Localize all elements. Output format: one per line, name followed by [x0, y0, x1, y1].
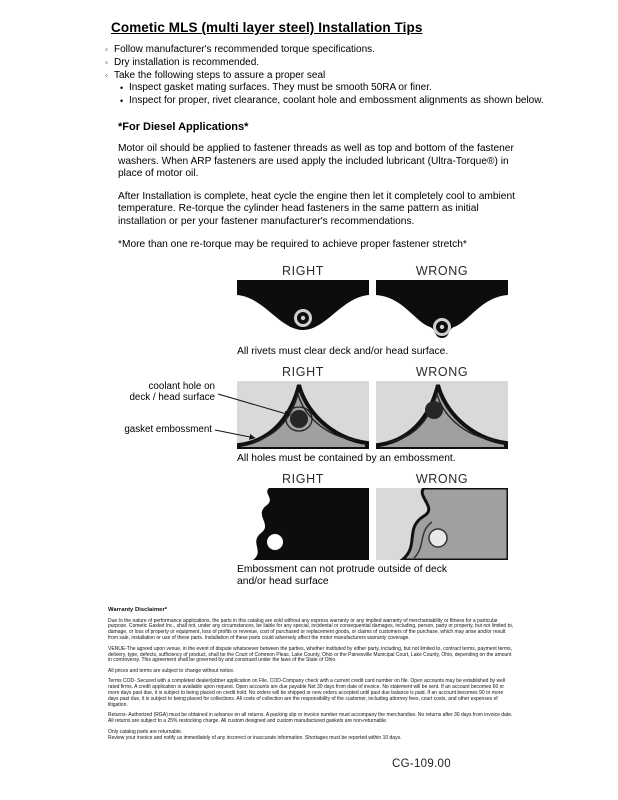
diagram-caption: Embossment can not protrude outside of deck and/or head surface	[237, 564, 448, 588]
legal-paragraph: Review your invoice and notify us immediately of any incorrect or inaccurate information. Shortages must be reported within 10 days.	[108, 734, 402, 741]
list-item-text: Take the following steps to assure a proper seal	[114, 69, 326, 81]
warranty-disclaimer-section	[108, 608, 515, 741]
list-item-text: Inspect for proper, rivet clearance, coolant hole and embossment alignments as shown below.	[129, 95, 544, 107]
embossment-right-diagram	[237, 381, 369, 449]
diesel-heading: *For Diesel Applications*	[118, 120, 249, 133]
wrong-label: WRONG	[415, 365, 469, 380]
open-bullet-icon: ◦	[105, 70, 108, 80]
protrusion-wrong-diagram	[376, 488, 508, 560]
coolant-hole-callout: coolant hole on deck / head surface	[129, 381, 215, 403]
protrusion-right-diagram	[237, 488, 369, 560]
list-item	[105, 57, 596, 70]
wrong-label: WRONG	[415, 472, 469, 487]
diagram-caption: All rivets must clear deck and/or head surface.	[237, 346, 449, 358]
right-label: RIGHT	[282, 472, 324, 487]
filled-bullet-icon: •	[120, 96, 124, 107]
retorque-note: *More than one re-torque may be required to achieve proper fastener stretch*	[118, 238, 467, 250]
tips-list	[105, 44, 596, 108]
rivet-right-diagram	[237, 280, 369, 342]
page-number: CG-109.00	[392, 758, 451, 770]
diagram-row-rivets	[237, 264, 509, 358]
diagram-labels	[237, 365, 509, 379]
diagram-panels	[237, 280, 509, 342]
diagram-row-protrusion	[237, 472, 509, 588]
legal-paragraph: Terms COD- Secured with a completed dealer/jobber application on File, COD-Company check with a current credit card number on file. Open accounts may be established by well rated firms. A credit application is available upon request. Open accounts are due payable Net 30 days from date of invoice. No statement will be sent. If an account becomes 60 or more days past due, it is subject to being placed on credit hold. No orders will be shipped or new orders accepted until past due balance is paid. If an account becomes 90 or more days past due, it is subject to being placed for collections. All costs of collection are the responsibility of the customer, including attorney fees, court costs, and other expenses of litigation.	[108, 678, 506, 708]
bolt-hole-icon	[267, 534, 283, 550]
list-subitem	[120, 82, 596, 95]
list-item-text: Dry installation is recommended.	[114, 56, 260, 68]
right-label: RIGHT	[282, 365, 324, 380]
rivet-wrong-diagram	[376, 280, 508, 342]
page-title: Cometic MLS (multi layer steel) Installation Tips	[111, 20, 423, 35]
diagram-caption: All holes must be contained by an embossment.	[237, 453, 456, 465]
wrong-label: WRONG	[415, 264, 469, 279]
embossment-wrong-diagram	[376, 381, 508, 449]
diesel-applications-section	[118, 121, 596, 251]
legal-paragraph: Returns- Authorized (RGA) must be obtained in advance on all returns. A packing slip or invoice number must accompany the merchandise. No returns after 30 days from invoice date. All returns are subject to a 25% restocking charge. All custom designed and custom manufactured gaskets are non-returnable.	[108, 712, 513, 725]
diesel-paragraph: Motor oil should be applied to fastener threads as well as top and bottom of the fastener washers. When ARP fasteners are used apply the included lubricant (Ultra-Torque®) in place of motor oil.	[118, 142, 514, 180]
coolant-hole-icon	[425, 401, 443, 419]
legal-paragraph: Due to the nature of performance applications, the parts in this catalog are sold without any express warranty or any implied warranty of merchantability or fitness for a particular purpose. Cometic Gasket Inc., shall not, under any circumstances, be liable for any special, incidental or consequential damages, including, person, party or property, but not limited to, damage, or loss of property or equipment, loss of profits or revenue, cost of purchased or replacement goods, or claims of customers of the purchase, which may arise and/or result from sale, installation or use of these parts. Installation of these parts could adversely affect the motor manufacturers warranty coverage.	[108, 617, 514, 642]
legal-paragraph: All prices and terms are subject to change without notice.	[108, 667, 235, 674]
diesel-paragraph: After Installation is complete, heat cycle the engine then let it completely cool to ambient temperature. Re-torque the cylinder head fasteners in the same pattern as initial installation or per your fastener manufacturer's recommendations.	[118, 190, 515, 227]
filled-bullet-icon: •	[120, 83, 124, 94]
coolant-hole-icon	[290, 410, 308, 428]
list-subitem	[120, 95, 596, 108]
list-item	[105, 70, 596, 83]
diagram-panels	[124, 381, 509, 449]
open-bullet-icon: ◦	[105, 57, 108, 67]
open-bullet-icon: ◦	[105, 45, 108, 54]
diagram-labels	[237, 264, 509, 278]
warranty-heading: Warranty Disclaimer*	[108, 607, 168, 614]
legal-paragraph: Only catalog parts are returnable.	[108, 728, 183, 735]
list-item-text: Inspect gasket mating surfaces. They must be smooth 50RA or finer.	[129, 82, 432, 94]
gasket-embossment-callout: gasket embossment	[124, 424, 212, 436]
diagram-row-embossment	[124, 365, 509, 465]
diagram-labels	[237, 472, 509, 486]
diagram-section	[124, 264, 509, 588]
diagram-panels	[237, 488, 509, 560]
list-item	[105, 44, 596, 57]
list-item-text: Follow manufacturer's recommended torque specifications.	[114, 44, 375, 55]
legal-paragraph: VENUE-The agreed upon venue, in the event of dispute whatsoever between the parties, whether instituted by either party, including, but not limited to, contract terms, payment terms, delivery, type, defects, sufficiency of product, shall be the Court of Common Pleas, Lake County, Ohio or the Painesville Municipal Court, Lake County, Ohio, depending on the amount in controversy. This agreement shall be governed by and construed under the laws of the State of Ohio.	[108, 645, 513, 664]
right-label: RIGHT	[282, 264, 324, 279]
bolt-hole-icon	[429, 529, 447, 547]
